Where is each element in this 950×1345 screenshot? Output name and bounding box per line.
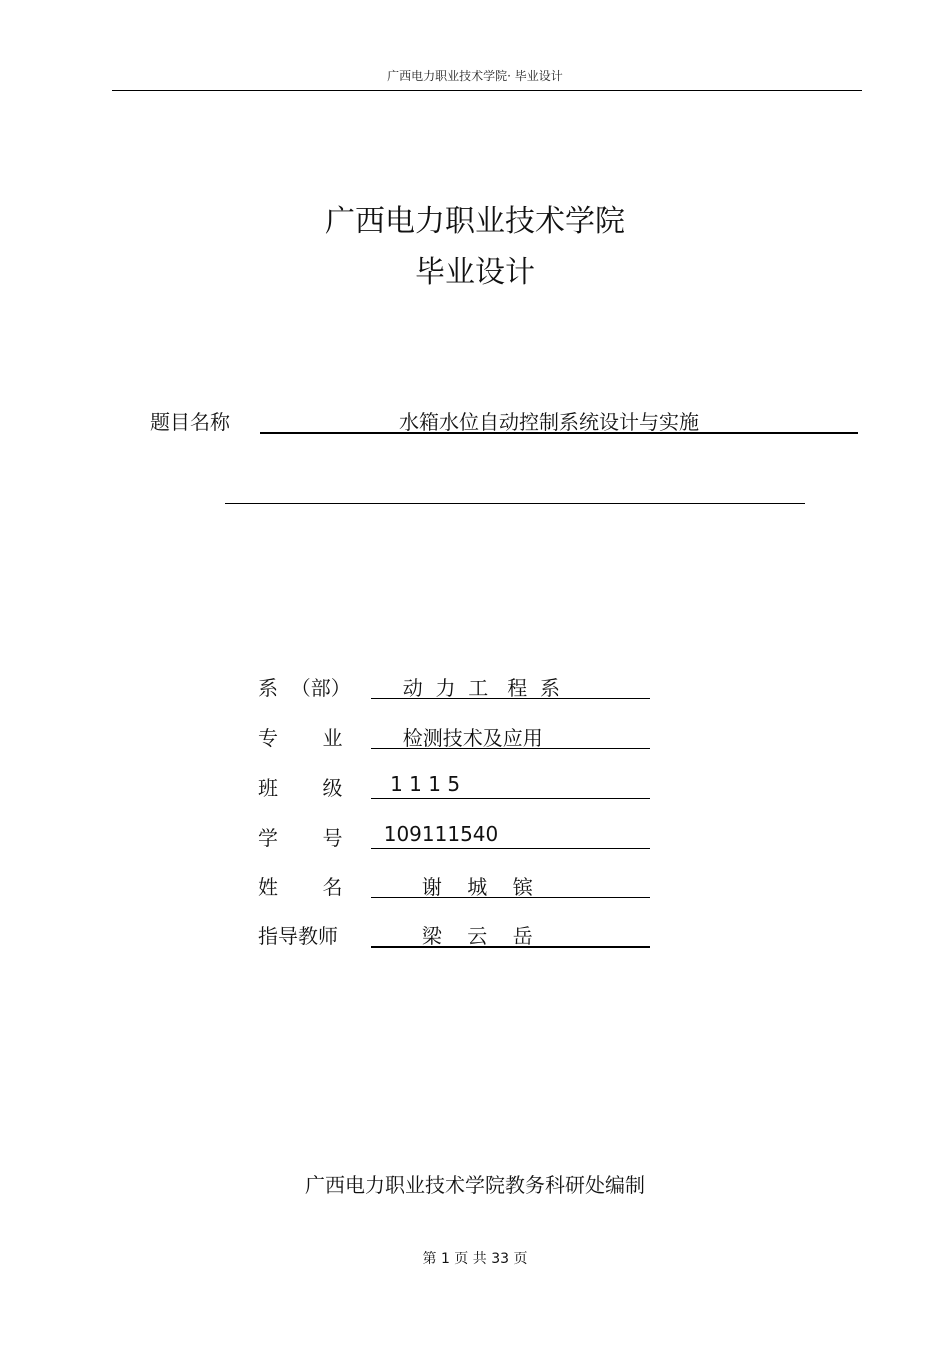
header-divider: [112, 90, 862, 91]
topic-value-text: 水箱水位自动控制系统设计与实施: [399, 410, 699, 434]
running-header: 广西电力职业技术学院· 毕业设计: [387, 69, 563, 83]
advisor-label: 指导教师: [258, 924, 338, 948]
topic-value-field: [260, 406, 858, 434]
page-number: 第 1 页 共 33 页: [422, 1251, 528, 1267]
name-label: 姓 名: [258, 875, 343, 899]
topic-blank-line: [225, 503, 805, 504]
advisor-value: 梁 云 岳: [371, 920, 650, 948]
class-label: 班 级: [258, 776, 343, 800]
student-id-value: 109111540: [371, 822, 650, 849]
cover-title-document-type: 毕业设计: [415, 255, 535, 290]
major-label: 专 业: [258, 726, 343, 750]
major-value: 检测技术及应用: [371, 722, 650, 749]
topic-label: 题目名称: [150, 410, 230, 434]
department-label: 系 （部）: [258, 676, 351, 700]
name-value: 谢 城 镔: [371, 871, 650, 898]
student-id-label: 学 号: [258, 826, 343, 850]
department-value: 动 力 工 程 系: [371, 672, 650, 699]
compiled-by-text: 广西电力职业技术学院教务科研处编制: [305, 1173, 645, 1197]
cover-title-institution: 广西电力职业技术学院: [325, 204, 625, 239]
class-value: 1 1 1 5: [371, 772, 650, 799]
